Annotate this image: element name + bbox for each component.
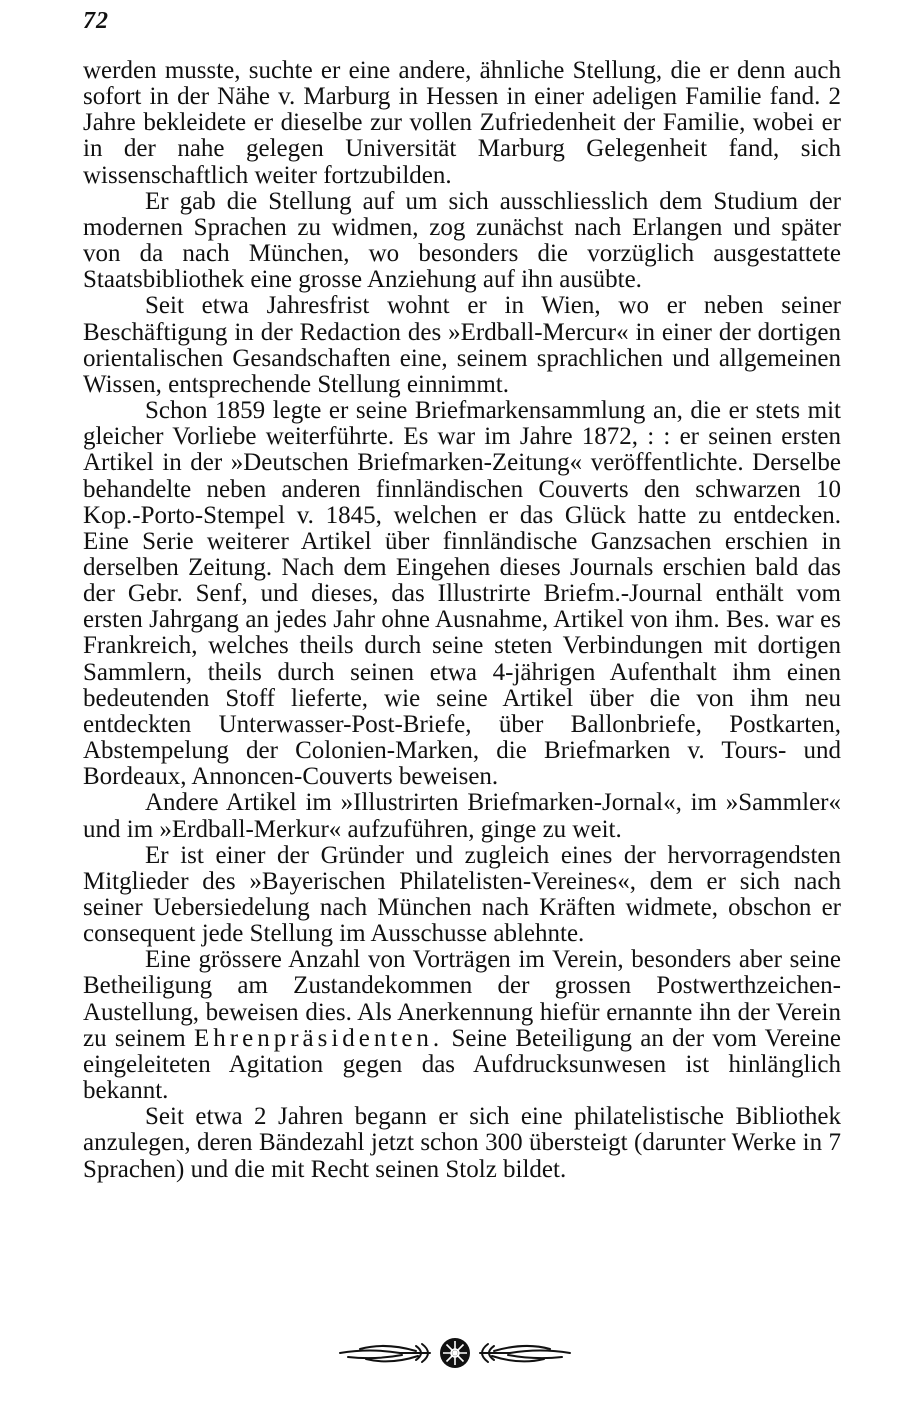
paragraph-7 bbox=[83, 947, 841, 1104]
paragraph-8: Seit etwa 2 Jahren begann er sich eine philatelistische Bibliothek anzulegen, deren Bändezahl jetzt schon 300 übersteigt (darunter Werke in 7 Sprachen) und die mit Recht seinen Stolz bildet. bbox=[83, 1103, 841, 1183]
paragraph-3: Seit etwa Jahresfrist wohnt er in Wien, wo er neben seiner Beschäftigung in der Redaction des »Erdball-Mercur« in einer der dortigen orientalischen Gesandschaften eine, seinem sprachlichen und allgemeinen Wissen, entsprechende Stellung einnimmt. bbox=[83, 292, 841, 398]
paragraph-7-end: Seine Beteiligung an der vom Vereine eingeleiteten Agitation gegen das Aufdrucksunwesen ist hinlänglich bekannt. bbox=[83, 1024, 841, 1105]
paragraph-1: werden musste, suchte er eine andere, ähnliche Stellung, die er denn auch sofort in der Nähe v. Marburg in Hessen in einer adeligen Familie fand. 2 Jahre bekleidete er dieselbe zur vollen Zufriedenheit der Familie, wobei er in der nahe gelegen Universität Marburg Gelegenheit fand, sich wissenschaftlich weiter fortzubilden. bbox=[83, 57, 841, 189]
paragraph-4: Schon 1859 legte er seine Briefmarkensammlung an, die er stets mit gleicher Vorliebe weiterführte. Es war im Jahre 1872, : : er seinen ersten Artikel in der »Deutschen Briefmarken-Zeitung« veröffentlichte. Derselbe behandelte neben anderen finnländischen Couverts den schwarzen 10 Kop.-Porto-Stempel v. 1845, welchen er das Glück hatte zu entdecken. Eine Serie weiterer Artikel über finnländische Ganzsachen erschien in derselben Zeitung. Nach dem Eingehen dieses Journals erschien bald das der Gebr. Senf, und dieses, das Illustrirte Briefm.-Journal enthält vom ersten Jahrgang an jedes Jahr ohne Ausnahme, Artikel von ihm. Bes. war es Frankreich, welches theils durch seine steten Verbindungen mit dortigen Sammlern, theils durch seinen etwa 4-jährigen Aufenthalt ihm einen bedeutenden Stoff lieferte, wie seine Artikel über die von ihm neu entdeckten Unterwasser-Post-Briefe, über Ballonbriefe, Postkarten, Abstempelung der Colonien-Marken, die Briefmarken v. Tours- und Bordeaux, Annoncen-Couverts beweisen. bbox=[83, 397, 841, 791]
body-text bbox=[83, 58, 841, 1183]
paragraph-6: Er ist einer der Gründer und zugleich eines der hervorragendsten Mitglieder des »Bayerischen Philatelisten-Vereines«, dem er sich nach seiner Uebersiedelung nach München nach Kräften widmete, obschon er consequent jede Stellung im Ausschusse ablehnte. bbox=[83, 841, 841, 948]
paragraph-2: Er gab die Stellung auf um sich ausschliesslich dem Studium der modernen Sprachen zu widmen, zog zunächst nach Erlangen und später von da nach München, wo besonders die vorzüglich ausgestattete Staatsbibliothek eine grosse Anziehung auf ihn ausübte. bbox=[83, 187, 841, 294]
emphasized-title: Ehrenpräsidenten. bbox=[194, 1024, 444, 1052]
paragraph-7-start: Eine grössere Anzahl von Vorträgen im Verein, besonders aber seine Betheiligung am Zustandekommen der grossen Postwerthzeichen-Austellung, beweisen dies. Als Anerkennung hiefür ernannte ihn der Verein zu seinem bbox=[83, 946, 841, 1052]
paragraph-5: Andere Artikel im »Illustrirten Briefmarken-Jornal«, im »Sammler« und im »Erdball-Merkur« aufzuführen, ginge zu weit. bbox=[83, 789, 841, 843]
page-number: 72 bbox=[83, 8, 109, 34]
floral-tailpiece-ornament-icon bbox=[330, 1332, 580, 1374]
